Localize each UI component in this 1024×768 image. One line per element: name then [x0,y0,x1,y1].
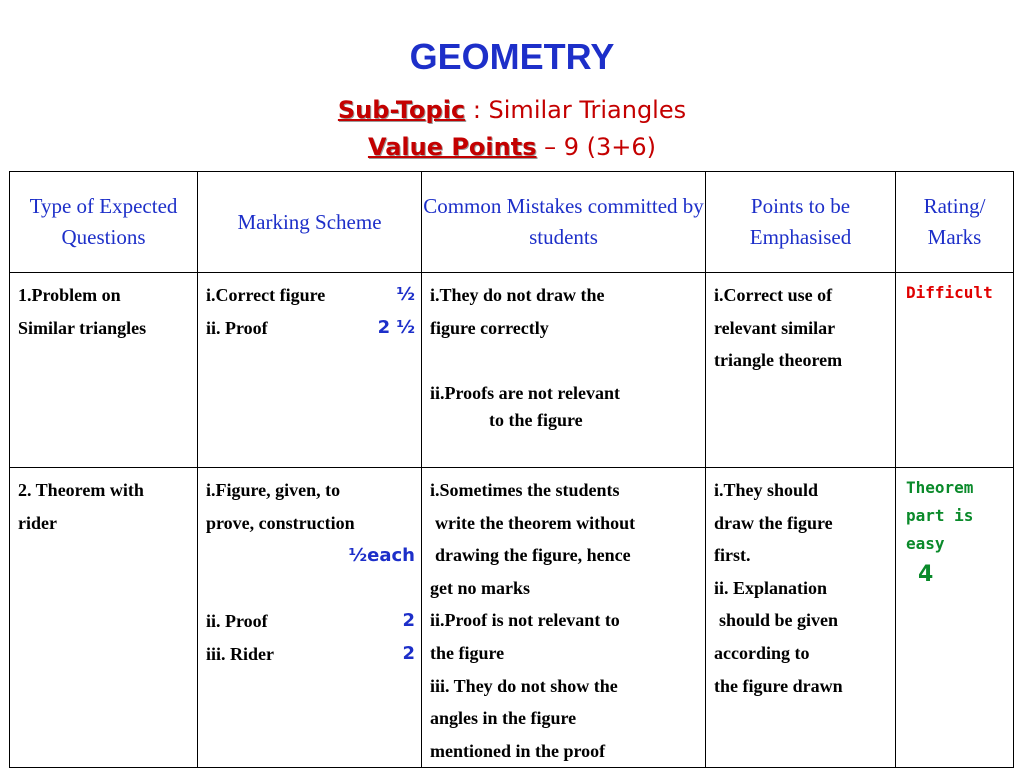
text-line: Theorem [906,478,974,497]
cell-marking-scheme [198,468,422,768]
text-line: to the figure [489,410,583,431]
subtopic-separator: : [465,96,489,124]
text-line: iii. They do not show the [430,675,618,696]
marking-value: ½each [348,545,415,567]
text-line: figure correctly [430,317,549,338]
cell-marking-scheme [198,273,422,468]
cell-question-type [10,468,198,768]
rating-marks-value: 4 [918,562,934,587]
text-line: ii.Proofs are not relevant [430,382,620,403]
text-line: i.They do not draw the [430,285,605,305]
cell-points-emphasised [706,273,896,468]
text-line: 1.Problem on [18,285,121,305]
table-row [10,273,1014,468]
text-line: ii.Proof is not relevant to [430,610,620,631]
table-row [10,468,1014,768]
text-line: rider [18,512,57,533]
text-line: triangle theorem [714,350,843,371]
value-points-separator: – [536,133,564,161]
text-line: part is [906,506,974,525]
value-points-line [0,133,1024,161]
cell-rating [896,468,1014,768]
cell-common-mistakes [422,273,706,468]
marking-value: 2 [402,610,415,632]
marking-line [206,312,415,345]
marking-value: 2 ½ [377,316,415,338]
text-line: drawing the figure, hence [435,545,631,566]
text-line: should be given [719,610,839,631]
text-line: first. [714,545,751,566]
text-line: i.They should [714,480,819,500]
table-header-row [10,172,1014,273]
text-line: mentioned in the proof [430,740,606,761]
header-common-mistakes: Common Mistakes committed by students [422,172,706,273]
header-points-emphasised: Points to be Emphasised [706,172,896,273]
cell-question-type [10,273,198,468]
text-line: i.Sometimes the students [430,480,620,500]
text-line: easy [906,534,945,553]
text-line: write the theorem without [435,512,636,533]
value-points-value: 9 (3+6) [563,133,657,161]
text-line: ii. Explanation [714,577,828,598]
marking-text: i.Figure, given, to [206,480,341,500]
marking-line [206,605,415,638]
text-line: i.Correct use of [714,285,833,305]
marking-line [206,279,415,312]
subtopic-value: Similar Triangles [488,96,687,124]
cell-common-mistakes [422,468,706,768]
cell-points-emphasised [706,468,896,768]
text-line: relevant similar [714,317,836,338]
page-title: GEOMETRY [409,36,615,77]
marking-text: ii. Proof [206,611,268,632]
text-line: get no marks [430,577,530,598]
text-line: Similar triangles [18,317,147,338]
rating-difficult: Difficult [906,283,993,302]
text-line: draw the figure [714,512,833,533]
subtopic-label: Sub-Topic [337,96,466,124]
text-line: 2. Theorem with [18,480,144,500]
rating-easy [896,468,1013,558]
header-rating-marks: Rating/ Marks [896,172,1014,273]
marking-line [206,638,415,671]
marking-table [9,171,1014,768]
subtopic-line [0,96,1024,124]
text-line: the figure [430,642,505,663]
marking-text: iii. Rider [206,643,274,664]
header-question-type: Type of Expected Questions [10,172,198,273]
marking-text: ii. Proof [206,317,268,338]
value-points-label: Value Points [367,133,537,161]
marking-text: i.Correct figure [206,285,326,305]
text-line: angles in the figure [430,708,577,729]
text-line: the figure drawn [714,675,843,696]
cell-rating [896,273,1014,468]
marking-text: prove, construction [206,512,355,533]
header-marking-scheme: Marking Scheme [198,172,422,273]
marking-value: 2 [402,642,415,664]
marking-value: ½ [396,284,415,305]
text-line: according to [714,642,810,663]
